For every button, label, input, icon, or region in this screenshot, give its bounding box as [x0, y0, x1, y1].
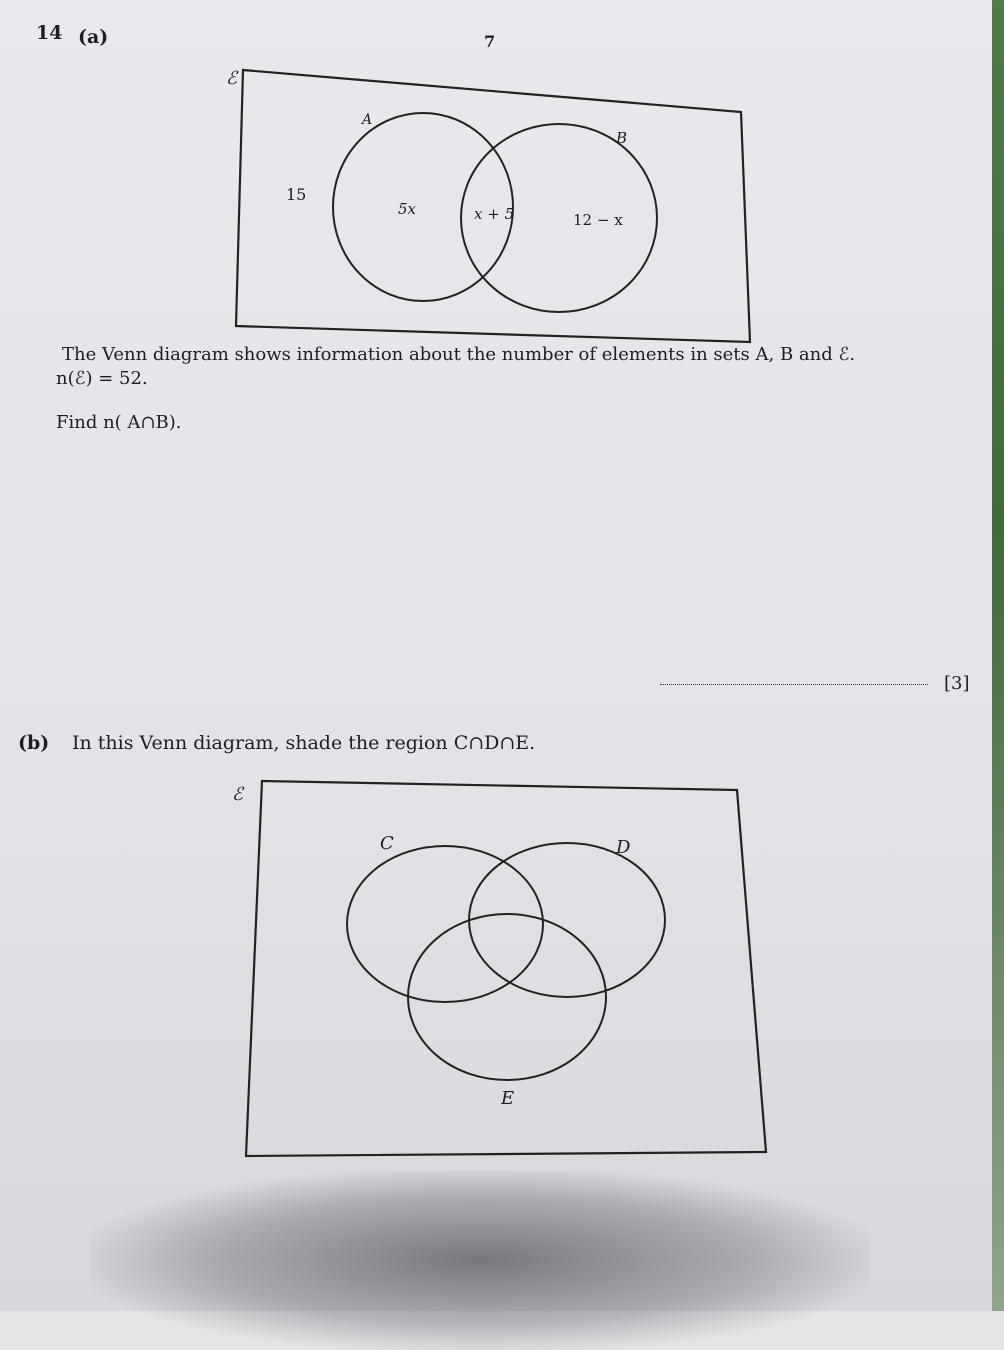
set-c-label: C	[380, 833, 394, 854]
task-b: In this Venn diagram, shade the region C∩D∩E.	[72, 732, 536, 754]
a-only-region-value: 5x	[398, 200, 417, 218]
universal-symbol-a: ℰ	[226, 68, 237, 89]
intro-line: The Venn diagram shows information about the number of elements in sets A, B and ℰ.	[62, 344, 856, 365]
intersection-region-value: x + 5	[474, 205, 515, 223]
page-number: 7	[484, 32, 496, 51]
answer-line-a[interactable]	[660, 684, 928, 685]
photo-shadow	[90, 1170, 870, 1350]
part-b-label: (b)	[18, 732, 50, 754]
b-only-region-value: 12 − x	[573, 211, 623, 229]
circle-d	[469, 843, 665, 997]
universal-symbol-b: ℰ	[232, 784, 243, 805]
set-b-label: B	[616, 129, 628, 147]
set-d-label: D	[616, 837, 631, 858]
outside-region-value: 15	[286, 185, 307, 204]
set-a-label: A	[362, 112, 373, 128]
part-a-label: (a)	[78, 26, 109, 48]
given-statement: n(ℰ) = 52.	[56, 368, 148, 389]
task-a: Find n( A∩B).	[56, 412, 182, 433]
circle-c	[347, 846, 543, 1002]
marks-a: [3]	[944, 673, 970, 694]
question-number: 14	[36, 22, 63, 44]
set-e-label: E	[501, 1088, 515, 1109]
